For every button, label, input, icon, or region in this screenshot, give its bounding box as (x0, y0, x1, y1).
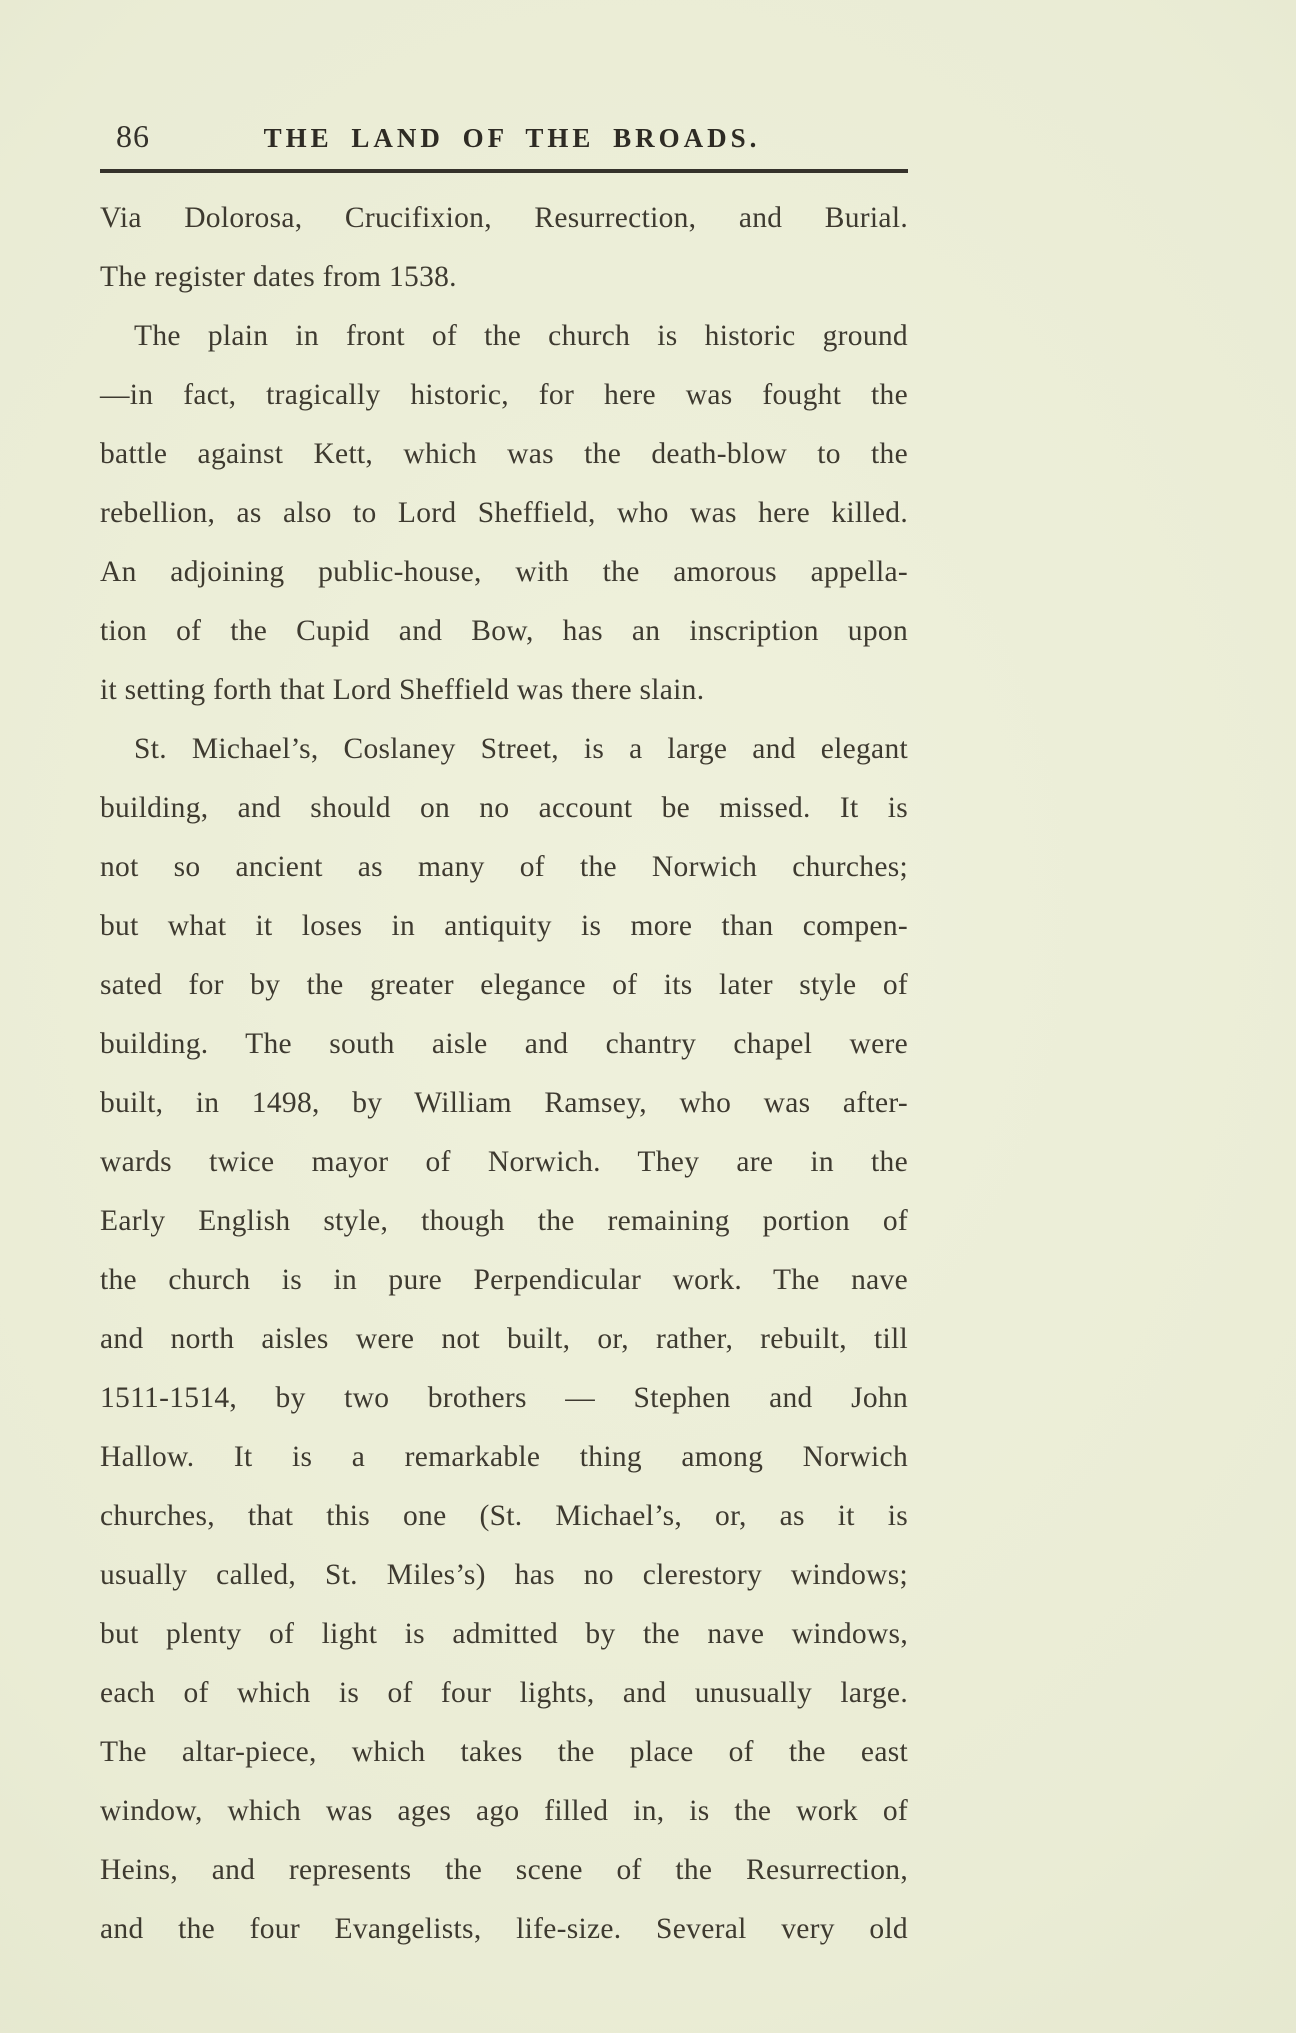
text-line: St. Michael’s, Coslaney Street, is a large and elegant (134, 733, 908, 765)
text-line: Hallow. It is a remarkable thing among Norwich (100, 1441, 908, 1473)
text-line: Heins, and represents the scene of the Resurrection, (100, 1854, 908, 1886)
text-line: Early English style, though the remaining portion of (100, 1205, 908, 1237)
running-title: THE LAND OF THE BROADS. (263, 123, 761, 153)
page-content (100, 118, 908, 1959)
text-line: wards twice mayor of Norwich. They are in the (100, 1146, 908, 1178)
text-line: window, which was ages ago filled in, is the work of (100, 1795, 908, 1827)
paragraph (100, 189, 908, 307)
text-line: Via Dolorosa, Crucifixion, Resurrection, and Burial. (100, 202, 908, 234)
text-line: and north aisles were not built, or, rather, rebuilt, till (100, 1323, 908, 1355)
text-line: sated for by the greater elegance of its later style of (100, 969, 908, 1001)
paragraph (100, 720, 908, 1959)
text-line: not so ancient as many of the Norwich churches; (100, 851, 908, 883)
text-line: An adjoining public-house, with the amorous appella- (100, 556, 908, 588)
text-line: it setting forth that Lord Sheffield was there slain. (100, 674, 705, 706)
header-rule (100, 169, 908, 173)
text-line: building, and should on no account be missed. It is (100, 792, 908, 824)
text-line: churches, that this one (St. Michael’s, or, as it is (100, 1500, 908, 1532)
text-line: —in fact, tragically historic, for here was fought the (100, 379, 908, 411)
body-text (100, 189, 908, 1959)
page-number: 86 (116, 118, 150, 154)
text-line: building. The south aisle and chantry chapel were (100, 1028, 908, 1060)
text-line: built, in 1498, by William Ramsey, who was after- (100, 1087, 908, 1119)
text-line: but plenty of light is admitted by the nave windows, (100, 1618, 908, 1650)
text-line: the church is in pure Perpendicular work. The nave (100, 1264, 908, 1296)
text-line: tion of the Cupid and Bow, has an inscription upon (100, 615, 908, 647)
text-line: each of which is of four lights, and unusually large. (100, 1677, 908, 1709)
page-header (100, 118, 908, 155)
text-line: battle against Kett, which was the death-blow to the (100, 438, 908, 470)
text-line: The plain in front of the church is historic ground (134, 320, 908, 352)
text-line: and the four Evangelists, life-size. Several very old (100, 1913, 908, 1945)
text-line: usually called, St. Miles’s) has no clerestory windows; (100, 1559, 908, 1591)
text-line: The altar-piece, which takes the place of the east (100, 1736, 908, 1768)
text-line: but what it loses in antiquity is more than compen- (100, 910, 908, 942)
text-line: rebellion, as also to Lord Sheffield, who was here killed. (100, 497, 908, 529)
text-line: 1511-1514, by two brothers — Stephen and John (100, 1382, 908, 1414)
paragraph (100, 307, 908, 720)
text-line: The register dates from 1538. (100, 261, 457, 293)
